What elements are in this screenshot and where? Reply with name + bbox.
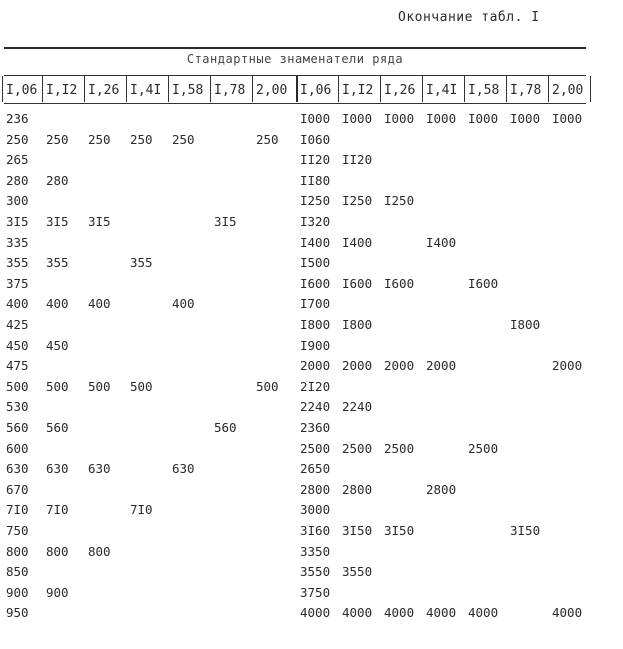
table-cell: I600	[342, 275, 373, 291]
table-cell: 2800	[300, 481, 331, 497]
table-cell: 3750	[300, 584, 331, 600]
table-cell: 3I5	[88, 214, 111, 229]
table-cell: 630	[172, 461, 195, 477]
table-cell: 4000	[342, 605, 373, 621]
table-cell: 4000	[300, 605, 331, 621]
table-cell: 600	[6, 440, 29, 456]
table-cell: I600	[300, 275, 331, 291]
column-divider	[548, 76, 549, 102]
table-cell: 4000	[426, 605, 457, 621]
table-cell: 630	[88, 461, 111, 477]
table-cell: II20	[300, 152, 331, 168]
table-cell: I400	[300, 234, 331, 250]
table-cell: 3000	[300, 502, 331, 518]
table-cell: I400	[426, 234, 457, 250]
column-header: 2,00	[256, 83, 288, 98]
table-cell: I600	[468, 275, 499, 291]
table-cell: 400	[172, 296, 195, 312]
table-cell: 560	[46, 420, 69, 435]
column-divider	[506, 76, 507, 102]
table-cell: 450	[6, 337, 29, 353]
table-cell: 3I50	[342, 523, 373, 538]
column-header: I,06	[6, 83, 38, 98]
header-bottom-rule	[4, 103, 586, 104]
table-cell: 7I0	[130, 502, 153, 518]
table-cell: I250	[384, 193, 415, 209]
table-cell: 355	[46, 255, 69, 271]
table-cell: I000	[426, 111, 457, 126]
column-header: I,I2	[342, 83, 374, 98]
table-cell: I800	[300, 317, 331, 332]
table-cell: 250	[172, 131, 195, 147]
column-header: I,I2	[46, 83, 78, 98]
column-divider	[84, 76, 85, 102]
column-divider	[590, 76, 591, 102]
table-cell: 425	[6, 317, 29, 332]
table-cell: 355	[130, 255, 153, 271]
table-caption: Окончание табл. I	[398, 10, 540, 25]
table-cell: 280	[6, 172, 29, 188]
table-cell: II80	[300, 172, 331, 188]
table-cell: 950	[6, 605, 29, 621]
table-cell: 3I5	[46, 214, 69, 229]
table-cell: I060	[300, 131, 331, 147]
table-cell: 250	[46, 131, 69, 147]
group-header: Стандартные знаменатели ряда	[186, 52, 404, 66]
table-cell: 250	[130, 131, 153, 147]
table-cell: 2500	[342, 440, 373, 456]
column-divider	[126, 76, 127, 102]
table-cell: 2240	[300, 399, 331, 415]
table-cell: 355	[6, 255, 29, 271]
column-header: I,26	[88, 83, 120, 98]
table-cell: 2000	[384, 358, 415, 374]
column-header: I,06	[300, 83, 332, 98]
column-header: I,58	[468, 83, 500, 98]
table-cell: 400	[46, 296, 69, 312]
table-cell: 250	[88, 131, 111, 147]
column-divider	[168, 76, 169, 102]
column-divider	[210, 76, 211, 102]
table-cell: 3I5	[214, 214, 237, 229]
table-cell: 2500	[300, 440, 331, 456]
table-cell: 2500	[384, 440, 415, 456]
table-cell: 4000	[552, 605, 583, 621]
table-cell: 500	[88, 378, 111, 394]
table-cell: 2I20	[300, 378, 331, 394]
column-header: I,4I	[130, 83, 162, 98]
table-cell: 3550	[342, 564, 373, 580]
column-header: I,58	[172, 83, 204, 98]
table-cell: 300	[6, 193, 29, 209]
table-cell: 2500	[468, 440, 499, 456]
table-cell: 7I0	[6, 502, 29, 518]
table-cell: I000	[468, 111, 499, 126]
column-header: I,78	[214, 83, 246, 98]
table-cell: 500	[6, 378, 29, 394]
table-cell: 265	[6, 152, 29, 168]
table-cell: 560	[214, 420, 237, 435]
table-cell: 530	[6, 399, 29, 415]
table-cell: I000	[342, 111, 373, 126]
table-cell: I000	[510, 111, 541, 126]
column-header: I,26	[384, 83, 416, 98]
table-cell: I000	[552, 111, 583, 126]
column-divider	[296, 76, 298, 102]
table-cell: 2800	[342, 481, 373, 497]
table-cell: 2000	[552, 358, 583, 374]
table-cell: 4000	[384, 605, 415, 621]
column-header: 2,00	[552, 83, 584, 98]
table-cell: I600	[384, 275, 415, 291]
table-cell: 375	[6, 275, 29, 291]
table-cell: 670	[6, 481, 29, 497]
table-cell: 500	[46, 378, 69, 394]
table-cell: I800	[342, 317, 373, 332]
table-cell: I900	[300, 337, 331, 353]
table-cell: 800	[6, 543, 29, 559]
table-cell: 750	[6, 523, 29, 538]
table-cell: I700	[300, 296, 331, 312]
table-cell: 2000	[300, 358, 331, 374]
table-cell: 3I50	[384, 523, 415, 538]
table-cell: 800	[46, 543, 69, 559]
table-cell: I250	[342, 193, 373, 209]
header-top-rule	[4, 75, 586, 76]
table-cell: 250	[256, 131, 279, 147]
table-cell: II20	[342, 152, 373, 168]
table-cell: 4000	[468, 605, 499, 621]
table-cell: I500	[300, 255, 331, 271]
table-cell: 850	[6, 564, 29, 580]
table-cell: 2000	[426, 358, 457, 374]
table-cell: 2240	[342, 399, 373, 415]
table-cell: 630	[6, 461, 29, 477]
table-cell: 500	[130, 378, 153, 394]
table-cell: 500	[256, 378, 279, 394]
table-cell: 280	[46, 172, 69, 188]
column-divider	[42, 76, 43, 102]
table-cell: I000	[300, 111, 331, 126]
table-cell: 236	[6, 111, 29, 126]
table-cell: 250	[6, 131, 29, 147]
column-divider	[464, 76, 465, 102]
table-cell: I320	[300, 214, 331, 229]
column-divider	[380, 76, 381, 102]
table-cell: I250	[300, 193, 331, 209]
column-divider	[2, 76, 3, 102]
table-cell: 335	[6, 234, 29, 250]
column-divider	[252, 76, 253, 102]
table-cell: I800	[510, 317, 541, 332]
column-header: I,78	[510, 83, 542, 98]
top-rule	[4, 47, 586, 49]
table-cell: I400	[342, 234, 373, 250]
table-cell: 7I0	[46, 502, 69, 518]
table-cell: 900	[6, 584, 29, 600]
table-cell: 3I5	[6, 214, 29, 229]
table-cell: 475	[6, 358, 29, 374]
table-cell: 400	[88, 296, 111, 312]
table-cell: 630	[46, 461, 69, 477]
table-cell: 450	[46, 337, 69, 353]
table-cell: 3550	[300, 564, 331, 580]
table-cell: 2800	[426, 481, 457, 497]
table-cell: 2360	[300, 420, 331, 435]
table-cell: 2000	[342, 358, 373, 374]
column-header: I,4I	[426, 83, 458, 98]
column-divider	[422, 76, 423, 102]
table-cell: 3350	[300, 543, 331, 559]
table-cell: 2650	[300, 461, 331, 477]
table-cell: 3I50	[510, 523, 541, 538]
table-cell: 3I60	[300, 523, 331, 538]
column-divider	[338, 76, 339, 102]
table-cell: 400	[6, 296, 29, 312]
table-cell: 560	[6, 420, 29, 435]
table-cell: 800	[88, 543, 111, 559]
table-cell: 900	[46, 584, 69, 600]
table-cell: I000	[384, 111, 415, 126]
